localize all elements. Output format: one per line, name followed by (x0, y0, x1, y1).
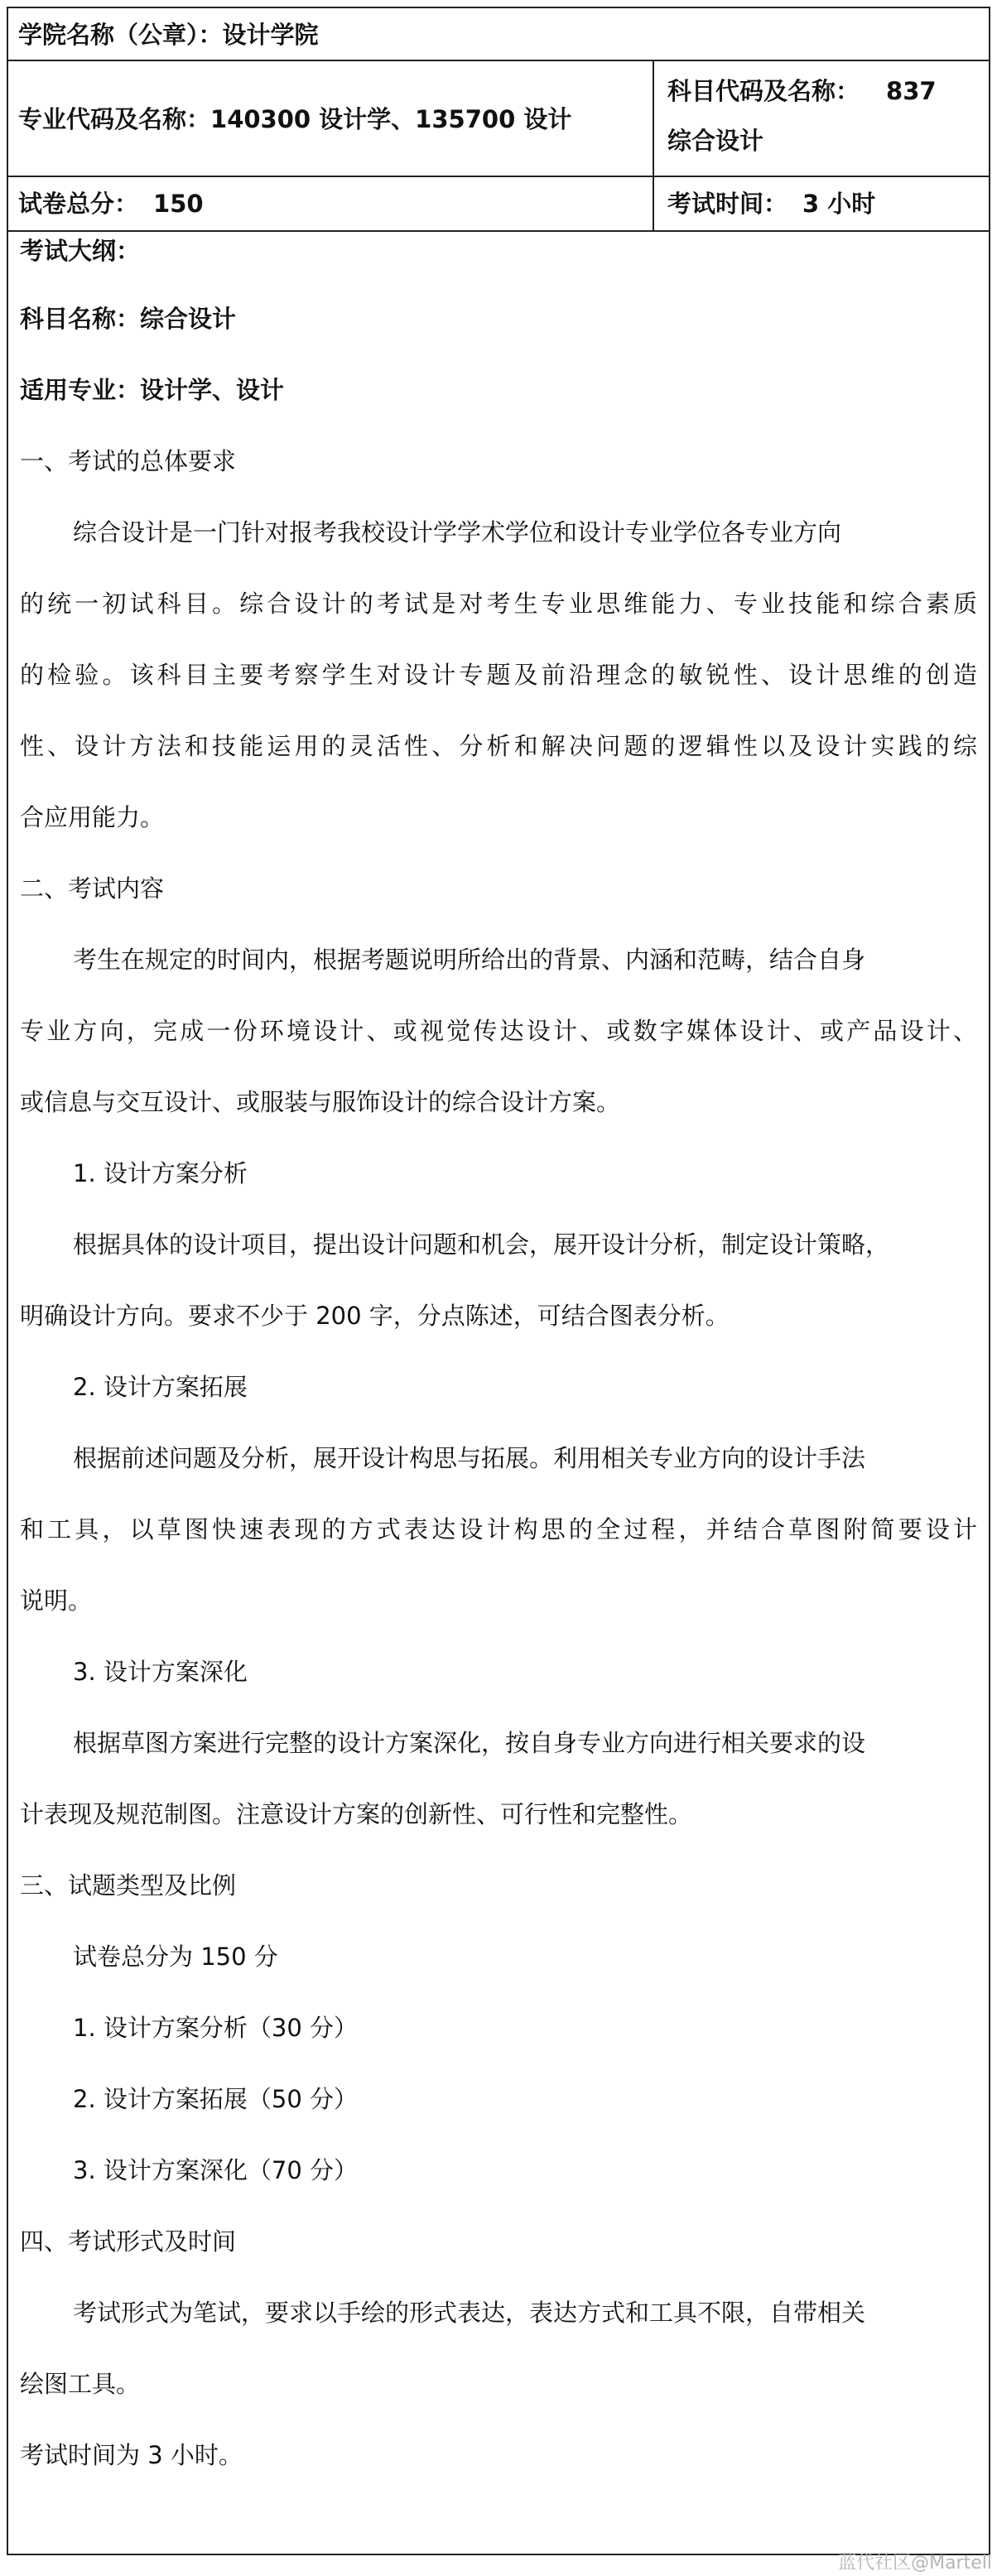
item-2-line: 根据前述问题及分析，展开设计构思与拓展。利用相关专业方向的设计手法 (73, 1444, 866, 1472)
section-3-title: 三、试题类型及比例 (20, 1871, 237, 1899)
watermark: 蓝代社区@Martell (838, 2553, 992, 2574)
section-2-paragraph-line: 考生在规定的时间内，根据考题说明所给出的背景、内涵和范畴，结合自身 (73, 946, 866, 974)
exam-time-value: 3 小时 (802, 190, 876, 218)
section-4-title: 四、考试形式及时间 (20, 2227, 237, 2256)
section-3-total: 试卷总分为 150 分 (73, 1943, 278, 1971)
item-1-title: 1. 设计方案分析 (73, 1159, 248, 1187)
section-1-paragraph-line: 合应用能力。 (20, 803, 165, 831)
subject-code-value: 837 (886, 77, 937, 105)
section-4-line: 考试时间为 3 小时。 (20, 2441, 243, 2469)
school-value: 设计学院 (222, 21, 319, 49)
total-score-label: 试卷总分： (18, 190, 139, 218)
section-4-line: 绘图工具。 (20, 2370, 141, 2398)
subject-code-label: 科目代码及名称： (667, 77, 860, 105)
section-2-paragraph-line: 或信息与交互设计、或服装与服饰设计的综合设计方案。 (20, 1088, 621, 1116)
section-3-item: 2. 设计方案拓展（50 分） (73, 2085, 359, 2113)
item-2-title: 2. 设计方案拓展 (73, 1373, 248, 1401)
exam-time-cell (667, 179, 875, 229)
subject-code-value-line2: 综合设计 (667, 127, 764, 155)
item-2-line: 说明。 (20, 1587, 93, 1615)
section-1-paragraph-line: 综合设计是一门针对报考我校设计学学术学位和设计专业学位各专业方向 (73, 518, 842, 546)
subject-name: 科目名称：综合设计 (20, 305, 237, 333)
total-score-cell (18, 179, 204, 229)
item-3-line: 计表现及规范制图。注意设计方案的创新性、可行性和完整性。 (20, 1800, 693, 1828)
applicable-majors: 适用专业：设计学、设计 (20, 376, 285, 404)
outline-title: 考试大纲： (20, 237, 141, 265)
section-2-paragraph-line: 专业方向，完成一份环境设计、或视觉传达设计、或数字媒体设计、或产品设计、 (20, 1017, 977, 1045)
item-1-line: 根据具体的设计项目，提出设计问题和机会，展开设计分析，制定设计策略， (73, 1230, 890, 1259)
section-1-paragraph-line: 的检验。该科目主要考察学生对设计专题及前沿理念的敏锐性、设计思维的创造 (20, 661, 977, 689)
school-label: 学院名称（公章）： (18, 21, 223, 49)
total-score-value: 150 (153, 190, 204, 218)
major-cell (18, 94, 571, 144)
section-3-item: 3. 设计方案深化（70 分） (73, 2156, 359, 2184)
column-divider (653, 61, 654, 176)
item-3-line: 根据草图方案进行完整的设计方案深化，按自身专业方向进行相关要求的设 (73, 1729, 866, 1757)
school-name-cell (18, 10, 319, 60)
section-1-paragraph-line: 性、设计方法和技能运用的灵活性、分析和解决问题的逻辑性以及设计实践的综 (20, 732, 977, 760)
outline-body (20, 237, 977, 2491)
exam-outline-table (7, 7, 990, 2555)
header-row-major (8, 61, 989, 177)
header-row-school (8, 8, 989, 61)
section-1-title: 一、考试的总体要求 (20, 447, 237, 475)
exam-time-label: 考试时间： (667, 190, 788, 218)
section-2-title: 二、考试内容 (20, 874, 165, 903)
section-3-item: 1. 设计方案分析（30 分） (73, 2014, 359, 2042)
section-1-paragraph-line: 的统一初试科目。综合设计的考试是对考生专业思维能力、专业技能和综合素质 (20, 590, 977, 618)
column-divider (653, 177, 654, 230)
item-2-line: 和工具，以草图快速表现的方式表达设计构思的全过程，并结合草图附简要设计 (20, 1515, 977, 1543)
major-label: 专业代码及名称： (18, 105, 211, 133)
major-value: 140300 设计学、135700 设计 (210, 105, 572, 133)
section-4-line: 考试形式为笔试，要求以手绘的形式表达，表达方式和工具不限，自带相关 (73, 2299, 866, 2327)
item-3-title: 3. 设计方案深化 (73, 1658, 248, 1686)
item-1-line: 明确设计方向。要求不少于 200 字，分点陈述，可结合图表分析。 (20, 1302, 730, 1330)
subject-code-cell (667, 66, 937, 166)
header-row-score-time (8, 177, 989, 232)
